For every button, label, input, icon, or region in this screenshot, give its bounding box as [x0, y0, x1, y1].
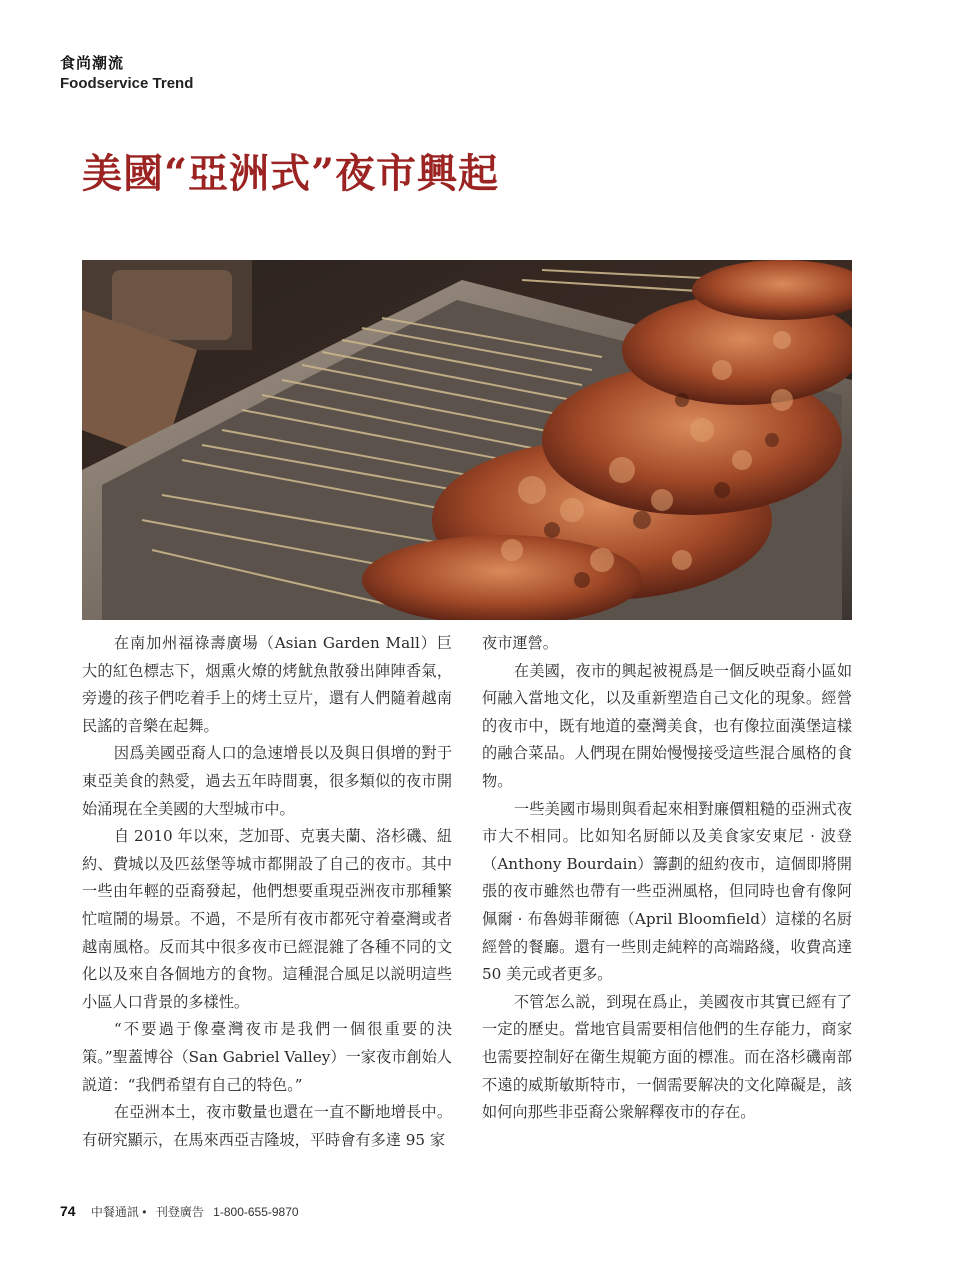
- paragraph: 在南加州福祿壽廣場（Asian Garden Mall）巨大的紅色標志下，烟熏火燎的烤魷魚散發出陣陣香氣，旁邊的孩子們吃着手上的烤土豆片，還有人們隨着越南民謠的音樂在起舞。: [82, 634, 452, 735]
- paragraph-continuation: 夜市運營。: [482, 634, 558, 652]
- paragraph: 不管怎么説，到現在爲止，美國夜市其實已經有了一定的歷史。當地官員需要相信他們的生存能力，商家也需要控制好在衛生規範方面的標准。而在洛杉磯南部不遠的威斯敏斯特市，一個需要解决的文化障礙是，該如何向那些非亞裔公衆解釋夜市的存在。: [482, 992, 852, 1122]
- publication-name: 中餐通訊 •: [90, 1205, 147, 1219]
- skewers-photo-illustration: [82, 260, 852, 620]
- grilled-skewers-photo: [82, 260, 852, 620]
- page-number: 74: [60, 1203, 76, 1219]
- phone-number: 1-800-655-9870: [213, 1205, 299, 1219]
- paragraph: “不要過于像臺灣夜市是我們一個很重要的決策。”聖蓋博谷（San Gabriel Valley）一家夜市創始人説道：“我們希望有自己的特色。”: [82, 1020, 452, 1094]
- article-column-right: [482, 630, 852, 1127]
- section-label-english: Foodservice Trend: [60, 75, 194, 92]
- paragraph: 自 2010 年以來，芝加哥、克裏夫蘭、洛杉磯、紐約、費城以及匹兹堡等城市都開設了自己的夜市。其中一些由年輕的亞裔發起，他們想要重現亞洲夜市那種繁忙喧鬧的場景。不過，不是所有夜市都死守着臺灣或者越南風格。反而其中很多夜市已經混雜了各種不同的文化以及來自各個地方的食物。這種混合風足以説明這些小區人口背景的多樣性。: [82, 827, 452, 1011]
- ad-label: 刊登廣告: [155, 1205, 204, 1219]
- paragraph: 一些美國市場則與看起來相對廉價粗糙的亞洲式夜市大不相同。比如知名厨師以及美食家安東尼 · 波登（Anthony Bourdain）籌劃的紐約夜市，這個即將開張的夜市雖然也帶有一些亞洲風格，但同時也會有像阿佩爾 · 布魯姆菲爾德（April Bloomfield）這樣的名厨經營的餐廳。還有一些則走純粹的高端路綫，收費高達 50 美元或者更多。: [482, 799, 852, 984]
- paragraph: 在亞洲本土，夜市數量也還在一直不斷地增長中。有研究顯示，在馬來西亞吉隆坡，平時會有多達 95 家: [82, 1103, 452, 1149]
- paragraph: 因爲美國亞裔人口的急速增長以及與日俱增的對于東亞美食的熱愛，過去五年時間裏，很多類似的夜市開始涌現在全美國的大型城市中。: [82, 744, 452, 818]
- article-headline: 美國“亞洲式”夜市興起: [82, 150, 500, 197]
- section-label-chinese: 食尚潮流: [60, 54, 125, 72]
- page-footer: [60, 1203, 305, 1220]
- article-column-left: [82, 630, 452, 1154]
- paragraph: 在美國，夜市的興起被視爲是一個反映亞裔小區如何融入當地文化，以及重新塑造自己文化的現象。經營的夜市中，既有地道的臺灣美食，也有像拉面漢堡這樣的融合菜品。人們現在開始慢慢接受這些混合風格的食物。: [482, 661, 852, 790]
